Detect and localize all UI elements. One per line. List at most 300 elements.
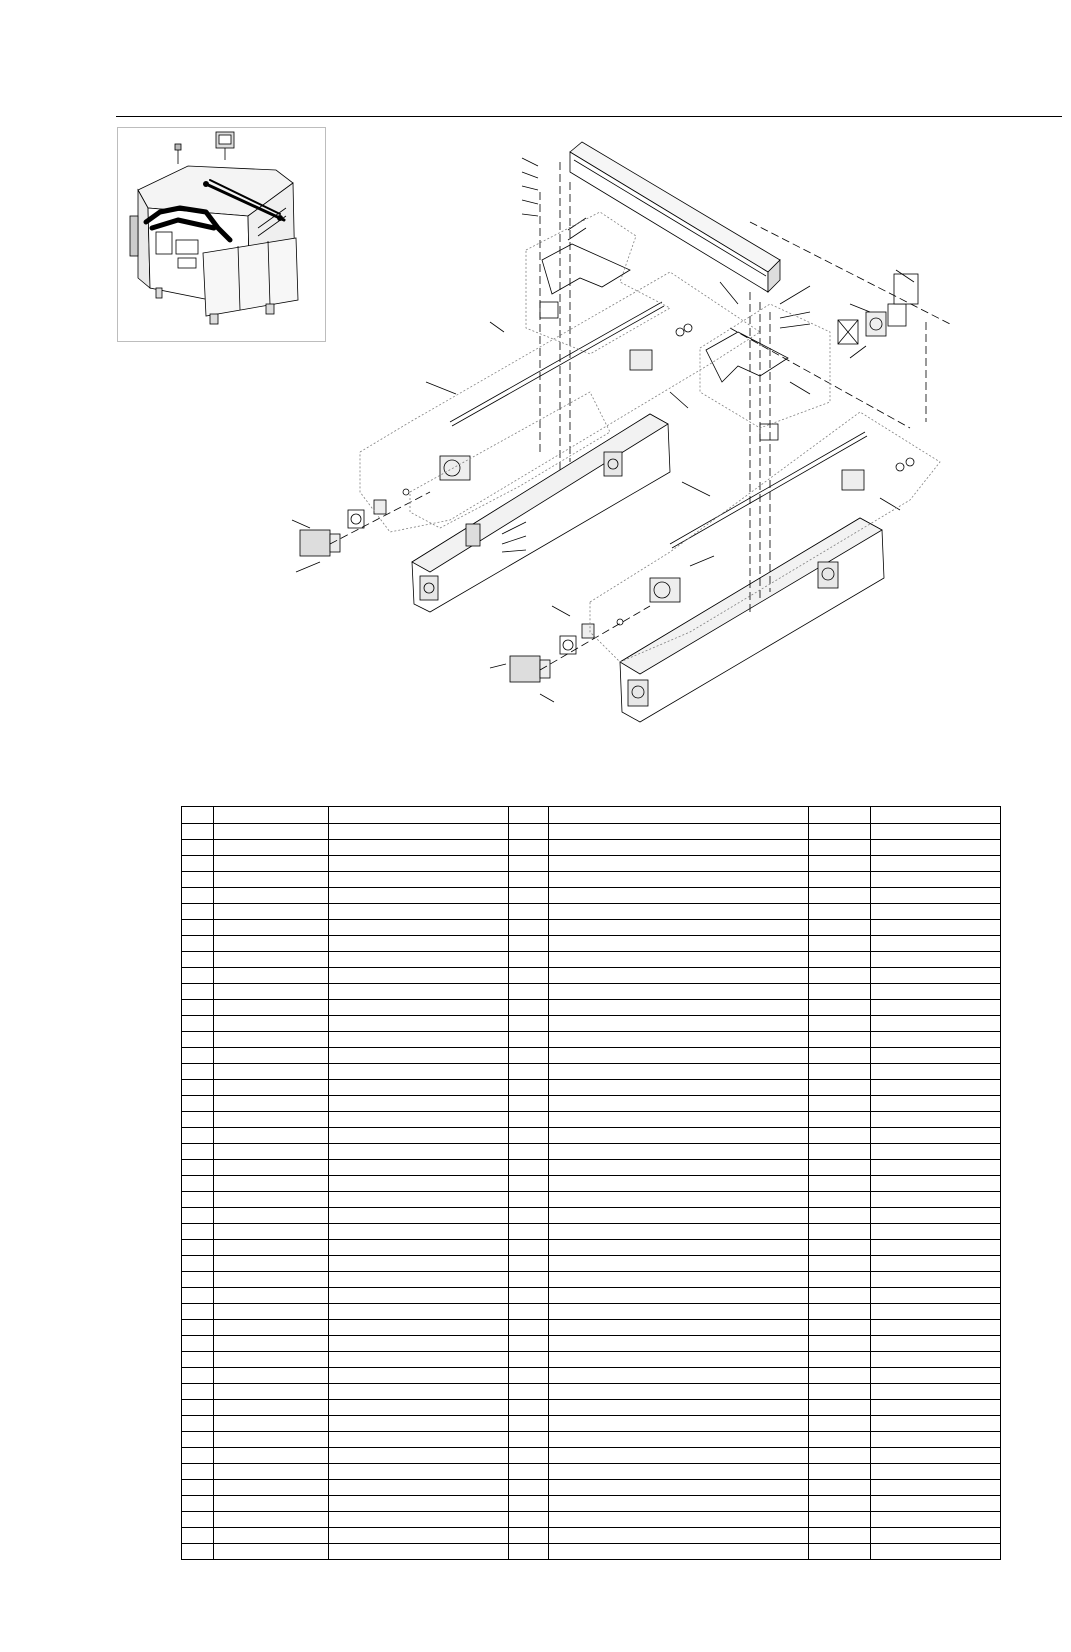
table-cell (509, 1480, 549, 1496)
table-cell (329, 1176, 509, 1192)
table-cell (809, 1400, 871, 1416)
parts-list-body (182, 807, 1001, 1560)
table-row (182, 1096, 1001, 1112)
table-cell (549, 1224, 809, 1240)
table-cell (809, 936, 871, 952)
table-cell (549, 1400, 809, 1416)
table-cell (871, 1464, 1001, 1480)
table-cell (182, 1128, 214, 1144)
table-row (182, 1400, 1001, 1416)
table-row (182, 1528, 1001, 1544)
table-cell (549, 1448, 809, 1464)
table-header-cell (214, 807, 329, 824)
table-cell (182, 1080, 214, 1096)
table-cell (509, 952, 549, 968)
table-row (182, 1496, 1001, 1512)
table-cell (809, 984, 871, 1000)
table-cell (214, 1528, 329, 1544)
table-row (182, 1448, 1001, 1464)
table-cell (214, 1400, 329, 1416)
table-cell (549, 1080, 809, 1096)
table-cell (329, 1128, 509, 1144)
table-cell (509, 1528, 549, 1544)
table-row (182, 1304, 1001, 1320)
table-cell (214, 1160, 329, 1176)
table-row (182, 888, 1001, 904)
table-cell (871, 1288, 1001, 1304)
table-cell (509, 1304, 549, 1320)
table-cell (549, 1016, 809, 1032)
table-cell (329, 968, 509, 984)
table-cell (182, 904, 214, 920)
table-cell (329, 840, 509, 856)
table-cell (182, 888, 214, 904)
table-cell (871, 1384, 1001, 1400)
table-cell (214, 1384, 329, 1400)
table-cell (809, 1496, 871, 1512)
table-cell (509, 1368, 549, 1384)
table-cell (871, 1272, 1001, 1288)
table-cell (182, 920, 214, 936)
table-cell (871, 1336, 1001, 1352)
table-cell (509, 1352, 549, 1368)
table-row (182, 1432, 1001, 1448)
table-cell (182, 1064, 214, 1080)
table-cell (329, 1448, 509, 1464)
table-cell (509, 888, 549, 904)
table-cell (329, 1080, 509, 1096)
table-cell (214, 1176, 329, 1192)
table-cell (871, 1096, 1001, 1112)
table-cell (549, 1384, 809, 1400)
table-cell (509, 1448, 549, 1464)
table-cell (329, 1240, 509, 1256)
parts-list-table (181, 806, 1001, 1560)
table-cell (182, 1368, 214, 1384)
table-cell (329, 1000, 509, 1016)
table-cell (214, 1144, 329, 1160)
table-cell (214, 1208, 329, 1224)
table-cell (871, 1448, 1001, 1464)
table-cell (214, 856, 329, 872)
table-cell (329, 1528, 509, 1544)
table-cell (509, 1384, 549, 1400)
table-cell (549, 1416, 809, 1432)
table-cell (809, 920, 871, 936)
table-cell (329, 1416, 509, 1432)
table-cell (809, 1432, 871, 1448)
table-cell (214, 904, 329, 920)
table-cell (329, 1256, 509, 1272)
table-cell (214, 1224, 329, 1240)
table-cell (809, 872, 871, 888)
table-cell (549, 1096, 809, 1112)
table-row (182, 1144, 1001, 1160)
table-row (182, 1336, 1001, 1352)
table-cell (549, 1512, 809, 1528)
table-cell (871, 1304, 1001, 1320)
table-cell (214, 840, 329, 856)
table-cell (509, 1032, 549, 1048)
table-cell (809, 1112, 871, 1128)
table-cell (871, 904, 1001, 920)
table-cell (214, 984, 329, 1000)
table-cell (214, 1256, 329, 1272)
table-cell (182, 1416, 214, 1432)
table-cell (549, 840, 809, 856)
table-cell (214, 1112, 329, 1128)
table-row (182, 1048, 1001, 1064)
table-cell (549, 1208, 809, 1224)
table-cell (549, 936, 809, 952)
table-cell (182, 1512, 214, 1528)
table-cell (329, 920, 509, 936)
table-cell (182, 1032, 214, 1048)
table-cell (214, 1064, 329, 1080)
table-cell (182, 1112, 214, 1128)
table-cell (549, 1064, 809, 1080)
table-cell (329, 952, 509, 968)
table-row (182, 1240, 1001, 1256)
table-cell (871, 1080, 1001, 1096)
table-cell (871, 1496, 1001, 1512)
table-cell (329, 1432, 509, 1448)
table-cell (871, 1032, 1001, 1048)
table-cell (329, 1320, 509, 1336)
table-cell (549, 952, 809, 968)
table-row (182, 1256, 1001, 1272)
table-cell (871, 1240, 1001, 1256)
table-cell (214, 1192, 329, 1208)
table-header-cell (182, 807, 214, 824)
table-cell (329, 1368, 509, 1384)
table-cell (509, 936, 549, 952)
table-cell (809, 1000, 871, 1016)
table-cell (871, 1320, 1001, 1336)
table-row (182, 1416, 1001, 1432)
table-cell (214, 1000, 329, 1016)
table-cell (871, 952, 1001, 968)
table-cell (329, 1352, 509, 1368)
table-cell (809, 1224, 871, 1240)
table-cell (329, 824, 509, 840)
table-cell (549, 1496, 809, 1512)
table-cell (182, 1544, 214, 1560)
table-cell (871, 1512, 1001, 1528)
table-cell (509, 1176, 549, 1192)
table-cell (329, 1464, 509, 1480)
table-row (182, 1208, 1001, 1224)
table-row (182, 1512, 1001, 1528)
table-cell (214, 1480, 329, 1496)
table-cell (871, 984, 1001, 1000)
table-cell (214, 1544, 329, 1560)
table-cell (182, 840, 214, 856)
table-cell (809, 840, 871, 856)
table-cell (509, 904, 549, 920)
table-cell (182, 936, 214, 952)
table-cell (509, 872, 549, 888)
table-row (182, 1384, 1001, 1400)
table-cell (329, 1032, 509, 1048)
table-cell (509, 920, 549, 936)
table-cell (809, 1352, 871, 1368)
table-row (182, 1320, 1001, 1336)
table-cell (871, 1432, 1001, 1448)
table-cell (549, 824, 809, 840)
header-rule (116, 116, 1062, 117)
table-cell (329, 1048, 509, 1064)
table-cell (214, 1240, 329, 1256)
table-cell (509, 1320, 549, 1336)
table-cell (214, 920, 329, 936)
table-row (182, 1464, 1001, 1480)
table-cell (549, 1112, 809, 1128)
table-cell (214, 936, 329, 952)
table-cell (214, 1304, 329, 1320)
table-cell (509, 1240, 549, 1256)
table-row (182, 1112, 1001, 1128)
table-cell (182, 1272, 214, 1288)
table-cell (329, 1304, 509, 1320)
table-cell (809, 1064, 871, 1080)
table-cell (871, 872, 1001, 888)
table-header-cell (871, 807, 1001, 824)
table-cell (549, 1464, 809, 1480)
table-row (182, 1080, 1001, 1096)
table-cell (809, 1336, 871, 1352)
table-cell (809, 1160, 871, 1176)
table-row (182, 904, 1001, 920)
table-row (182, 1016, 1001, 1032)
table-cell (182, 872, 214, 888)
table-cell (214, 1320, 329, 1336)
table-cell (871, 1128, 1001, 1144)
table-cell (329, 1480, 509, 1496)
table-cell (329, 1496, 509, 1512)
table-header-cell (329, 807, 509, 824)
table-cell (182, 1160, 214, 1176)
table-cell (549, 1528, 809, 1544)
table-cell (809, 968, 871, 984)
table-cell (182, 1240, 214, 1256)
table-cell (809, 1368, 871, 1384)
table-cell (871, 968, 1001, 984)
table-cell (509, 1496, 549, 1512)
table-cell (549, 1176, 809, 1192)
table-cell (214, 952, 329, 968)
table-cell (509, 1000, 549, 1016)
table-row (182, 984, 1001, 1000)
table-cell (809, 1448, 871, 1464)
table-cell (329, 1336, 509, 1352)
table-cell (509, 1272, 549, 1288)
table-cell (182, 1016, 214, 1032)
table-cell (329, 936, 509, 952)
table-cell (549, 888, 809, 904)
table-cell (549, 1048, 809, 1064)
table-cell (809, 888, 871, 904)
table-cell (809, 1192, 871, 1208)
table-cell (809, 1080, 871, 1096)
table-cell (329, 1512, 509, 1528)
table-cell (871, 1112, 1001, 1128)
table-cell (809, 1480, 871, 1496)
table-header-row (182, 807, 1001, 824)
table-cell (182, 1096, 214, 1112)
table-cell (871, 824, 1001, 840)
table-cell (871, 1176, 1001, 1192)
table-cell (329, 1208, 509, 1224)
table-cell (809, 1016, 871, 1032)
table-cell (871, 856, 1001, 872)
table-cell (214, 824, 329, 840)
table-cell (329, 904, 509, 920)
table-cell (549, 1128, 809, 1144)
table-cell (871, 1416, 1001, 1432)
table-row (182, 1160, 1001, 1176)
table-cell (182, 1448, 214, 1464)
table-cell (809, 1272, 871, 1288)
table-cell (214, 1432, 329, 1448)
table-cell (182, 1176, 214, 1192)
table-cell (549, 1256, 809, 1272)
table-cell (214, 1352, 329, 1368)
table-cell (329, 1544, 509, 1560)
table-row (182, 1224, 1001, 1240)
table-cell (809, 1384, 871, 1400)
table-cell (182, 1224, 214, 1240)
table-cell (182, 824, 214, 840)
table-cell (871, 1064, 1001, 1080)
table-cell (871, 1480, 1001, 1496)
table-cell (214, 1080, 329, 1096)
table-cell (549, 1352, 809, 1368)
table-cell (214, 1048, 329, 1064)
table-row (182, 968, 1001, 984)
table-cell (871, 1000, 1001, 1016)
table-cell (509, 1208, 549, 1224)
table-cell (549, 1304, 809, 1320)
table-cell (214, 872, 329, 888)
table-cell (871, 920, 1001, 936)
table-cell (182, 1528, 214, 1544)
table-row (182, 1064, 1001, 1080)
table-cell (509, 1144, 549, 1160)
table-cell (182, 1480, 214, 1496)
table-cell (871, 1160, 1001, 1176)
table-cell (809, 1304, 871, 1320)
table-row (182, 1000, 1001, 1016)
table-cell (809, 1528, 871, 1544)
table-cell (329, 872, 509, 888)
table-cell (809, 1544, 871, 1560)
table-cell (871, 1224, 1001, 1240)
table-cell (549, 1192, 809, 1208)
table-cell (871, 1400, 1001, 1416)
table-cell (809, 1208, 871, 1224)
table-cell (509, 1016, 549, 1032)
table-cell (549, 1320, 809, 1336)
table-cell (329, 1144, 509, 1160)
table-cell (809, 1320, 871, 1336)
table-cell (809, 1288, 871, 1304)
table-row (182, 952, 1001, 968)
table-cell (809, 1096, 871, 1112)
table-cell (809, 1512, 871, 1528)
table-cell (329, 1064, 509, 1080)
table-cell (549, 984, 809, 1000)
table-row (182, 840, 1001, 856)
table-cell (214, 1288, 329, 1304)
table-row (182, 1192, 1001, 1208)
table-cell (509, 1400, 549, 1416)
table-cell (549, 1144, 809, 1160)
table-cell (329, 1192, 509, 1208)
table-cell (809, 856, 871, 872)
table-cell (509, 1512, 549, 1528)
table-cell (509, 1160, 549, 1176)
table-cell (329, 1400, 509, 1416)
table-cell (509, 840, 549, 856)
table-cell (214, 1336, 329, 1352)
table-cell (509, 856, 549, 872)
table-cell (329, 1272, 509, 1288)
table-cell (509, 1432, 549, 1448)
table-cell (329, 1384, 509, 1400)
table-cell (549, 856, 809, 872)
table-cell (809, 952, 871, 968)
table-cell (809, 1416, 871, 1432)
table-cell (182, 1464, 214, 1480)
table-cell (509, 1416, 549, 1432)
table-cell (214, 1128, 329, 1144)
table-cell (329, 1096, 509, 1112)
table-cell (329, 984, 509, 1000)
table-cell (329, 1224, 509, 1240)
table-cell (182, 1304, 214, 1320)
table-row (182, 1288, 1001, 1304)
table-row (182, 1352, 1001, 1368)
table-cell (509, 1464, 549, 1480)
table-cell (214, 1272, 329, 1288)
table-header-cell (549, 807, 809, 824)
table-cell (549, 1480, 809, 1496)
table-row (182, 1544, 1001, 1560)
table-cell (182, 1400, 214, 1416)
table-row (182, 1032, 1001, 1048)
table-cell (871, 1528, 1001, 1544)
table-cell (871, 1544, 1001, 1560)
table-cell (329, 1160, 509, 1176)
table-cell (871, 1144, 1001, 1160)
table-cell (509, 984, 549, 1000)
table-cell (549, 1000, 809, 1016)
table-cell (329, 1288, 509, 1304)
table-cell (182, 1256, 214, 1272)
table-cell (509, 1256, 549, 1272)
table-cell (871, 936, 1001, 952)
table-cell (509, 1064, 549, 1080)
table-cell (549, 872, 809, 888)
table-cell (549, 1336, 809, 1352)
table-header-cell (509, 807, 549, 824)
table-cell (809, 1176, 871, 1192)
table-cell (871, 840, 1001, 856)
table-cell (509, 1112, 549, 1128)
table-row (182, 920, 1001, 936)
table-cell (871, 1048, 1001, 1064)
